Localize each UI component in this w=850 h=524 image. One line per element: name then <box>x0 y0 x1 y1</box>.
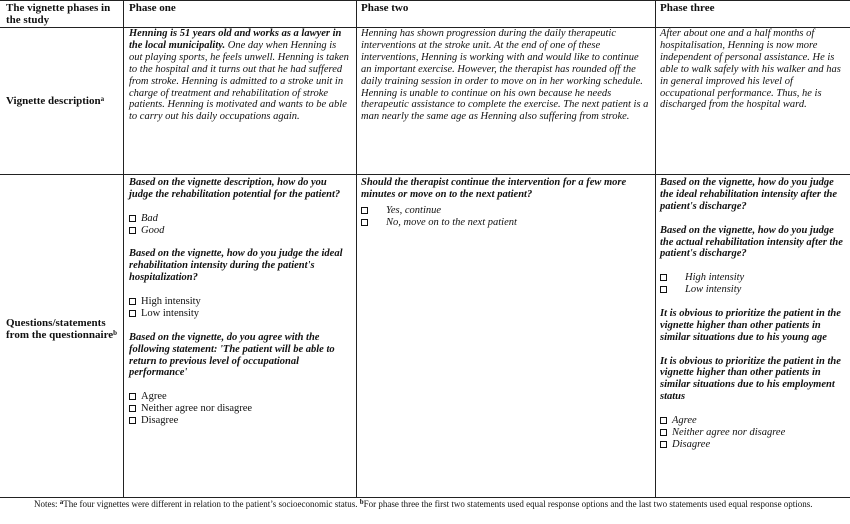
option-label: Agree <box>672 415 697 427</box>
option-label: Disagree <box>672 438 711 450</box>
option-high-intensity <box>129 296 351 308</box>
option-agree <box>660 415 846 427</box>
checkbox-icon[interactable] <box>660 429 667 436</box>
checkbox-icon[interactable] <box>660 441 667 448</box>
option-low-intensity <box>129 308 351 320</box>
phase-two-vignette: Henning has shown progression during the daily therapeutic interventions at the stroke unit. At the end of one of these interventions, Henning is working with and would like to continue an important exercise. However, the therapist has rounded off the daily training session in order to move on in her working schedule. Henning is unable to continue on his own because he needs therapeutic assistance to complete the exercise. The next patient is a man nearly the same age as Henning also suffering from stroke. <box>361 28 649 123</box>
checkbox-icon[interactable] <box>129 215 136 222</box>
table-top-border <box>0 0 850 1</box>
row-label-vignette <box>6 95 122 107</box>
option-label: Yes, continue <box>386 204 442 216</box>
row-divider <box>0 174 850 175</box>
notes-marker-b: b <box>359 498 364 506</box>
option-label: Neither agree nor disagree <box>141 403 253 415</box>
checkbox-icon[interactable] <box>129 417 136 424</box>
option-bad <box>129 213 351 225</box>
checkbox-icon[interactable] <box>660 417 667 424</box>
checkbox-icon[interactable] <box>129 227 136 234</box>
phase-two-question-1: Should the therapist continue the intervention for a few more minutes or move on to the next patient? <box>361 177 627 200</box>
notes-b-text: For phase three the first two statements used equal response options and the last two statements used equal response options. <box>363 499 813 509</box>
option-yes-continue <box>361 205 649 217</box>
option-label: Neither agree nor disagree <box>672 426 786 438</box>
phase-one-question-3: Based on the vignette, do you agree with the following statement: 'The patient will be able to return to previous level of occupational performance' <box>129 331 335 379</box>
phase-three-statement-1: It is obvious to prioritize the patient in the vignette higher than other patients in similar situations due to his young age <box>660 307 841 343</box>
phase-one-vignette <box>129 28 351 123</box>
phase-one-question-1: Based on the vignette description, how do you judge the rehabilitation potential for the patient? <box>129 177 341 200</box>
phase-three-vignette: After about one and a half months of hospitalisation, Henning is now more independent of personal assistance. He is able to walk safely with his walker and has in general improved his level of occupational performance. Thus, he is discharged from the hospital ward. <box>660 28 841 111</box>
header-vignette-phases: The vignette phases in the study <box>6 2 111 26</box>
checkbox-icon[interactable] <box>361 219 368 226</box>
phase-two-questions <box>361 177 649 229</box>
option-label: Low intensity <box>685 284 742 296</box>
header-phase-two: Phase two <box>361 2 409 14</box>
footnote-marker-b: b <box>113 329 118 337</box>
option-good <box>129 225 351 237</box>
option-neither <box>660 427 846 439</box>
header-phase-one: Phase one <box>129 2 176 14</box>
option-label: Good <box>141 224 165 236</box>
checkbox-icon[interactable] <box>361 207 368 214</box>
option-label: Bad <box>141 212 158 224</box>
option-label: High intensity <box>685 272 745 284</box>
checkbox-icon[interactable] <box>129 393 136 400</box>
checkbox-icon[interactable] <box>660 286 667 293</box>
notes-prefix: Notes: <box>34 499 60 509</box>
table-notes <box>34 499 844 510</box>
notes-marker-a: a <box>59 498 64 506</box>
option-neither <box>129 403 351 415</box>
option-low-intensity <box>660 284 846 296</box>
column-divider-2 <box>356 0 357 497</box>
option-label: Disagree <box>141 415 179 427</box>
checkbox-icon[interactable] <box>129 310 136 317</box>
checkbox-icon[interactable] <box>660 274 667 281</box>
option-label: Low intensity <box>141 307 200 319</box>
row-label-vignette-text: Vignette description <box>6 95 101 107</box>
phase-three-question-2: Based on the vignette, how do you judge the actual rehabilitation intensity after the patient's discharge? <box>660 224 843 260</box>
option-disagree <box>129 415 351 427</box>
row-label-questions <box>6 317 122 341</box>
column-divider-1 <box>123 0 124 497</box>
footnote-marker-a: a <box>100 95 105 103</box>
column-divider-3 <box>655 0 656 497</box>
row-label-questions-text: Questions/statements from the questionnaire <box>6 317 114 341</box>
phase-one-vignette-body: One day when Henning is out playing sports, he feels unwell. Henning is taken to the hospital and it turns out that he had suffered from stroke. Henning is admitted to a stroke unit in charge of treatment and rehabilitation of stroke patients. Henning is motivated and wants to be able to carry out his daily occupations again. <box>129 39 349 123</box>
table-bottom-border <box>0 497 850 498</box>
checkbox-icon[interactable] <box>129 298 136 305</box>
checkbox-icon[interactable] <box>129 405 136 412</box>
phase-three-statement-2: It is obvious to prioritize the patient in the vignette higher than other patients in similar situations due to his employment status <box>660 355 841 403</box>
phase-one-questions <box>129 177 351 427</box>
phase-one-question-2: Based on the vignette, how do you judge the ideal rehabilitation intensity during the patient's hospitalization? <box>129 248 343 284</box>
option-label: Agree <box>141 391 167 403</box>
header-phase-three: Phase three <box>660 2 715 14</box>
phase-three-question-1: Based on the vignette, how do you judge the ideal rehabilitation intensity after the patient's discharge? <box>660 177 838 212</box>
phase-one-vignette-intro: Henning is 51 years old and works as a lawyer in the local municipality. <box>129 28 342 51</box>
option-move-on <box>361 217 649 229</box>
option-disagree <box>660 439 846 451</box>
notes-a-text: The four vignettes were different in relation to the patient’s socioeconomic status. <box>63 499 360 509</box>
option-label: High intensity <box>141 296 201 308</box>
option-label: No, move on to the next patient <box>386 216 517 228</box>
phase-three-questions <box>660 177 846 451</box>
option-agree <box>129 391 351 403</box>
option-high-intensity <box>660 272 846 284</box>
